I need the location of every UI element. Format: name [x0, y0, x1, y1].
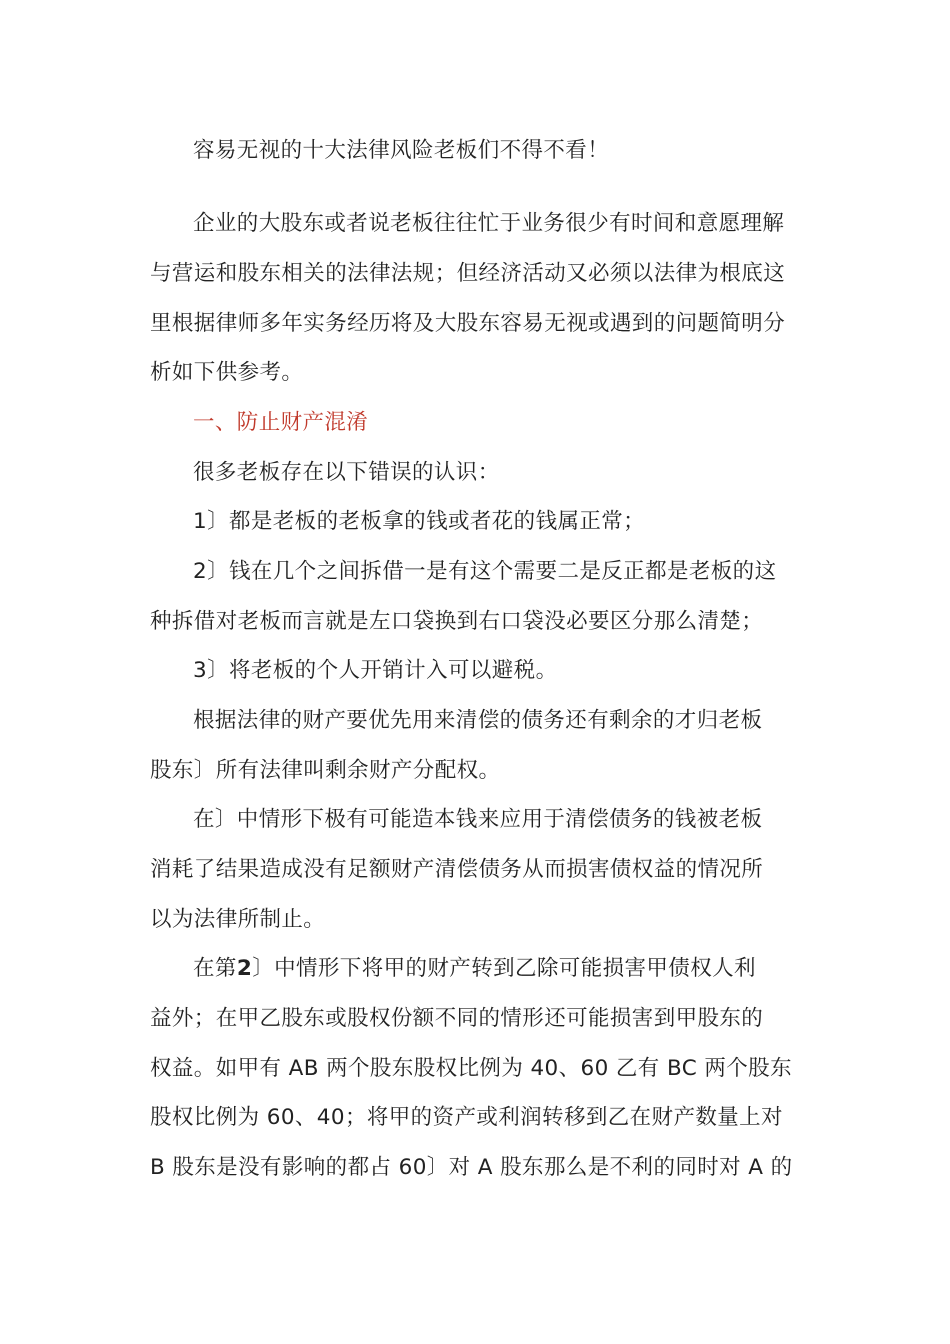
- para-law-line-1: 根据法律的财产要优先用来清偿的债务还有剩余的才归老板: [193, 708, 763, 733]
- intro-line-1: 企业的大股东或者说老板往往忙于业务很少有时间和意愿理解: [193, 211, 785, 236]
- intro-line-4: 析如下供参考。: [150, 360, 304, 385]
- lead-text: 很多老板存在以下错误的认识：: [193, 460, 500, 485]
- section-heading: 一、防止财产混淆: [193, 410, 369, 435]
- intro-line-2: 与营运和股东相关的法律法规；但经济活动又必须以法律为根底这: [150, 261, 786, 286]
- para-case2-start: 在第: [193, 956, 237, 981]
- para-case2-line-5: B 股东是没有影响的都占 60〕对 A 股东那么是不利的同时对 A 的: [150, 1155, 793, 1180]
- para-case2-line-1: [193, 955, 756, 983]
- para-case1-line-3: 以为法律所制止。: [150, 907, 326, 932]
- para-case1-line-2: 消耗了结果造成没有足额财产清偿债务从而损害债权益的情况所: [150, 857, 764, 882]
- para-case2-rest: 〕中情形下将甲的财产转到乙除可能损害甲债权人利: [252, 956, 756, 981]
- para-case1-line-1: 在〕中情形下极有可能造本钱来应用于清偿债务的钱被老板: [193, 807, 763, 832]
- para-case2-bold-number: 2: [236, 956, 253, 981]
- document-title: 容易无视的十大法律风险老板们不得不看！: [193, 138, 610, 163]
- para-case2-line-2: 益外；在甲乙股东或股权份额不同的情形还可能损害到甲股东的: [150, 1006, 764, 1031]
- list-item-2-line-1: 2〕钱在几个之间拆借一是有这个需要二是反正都是老板的这: [193, 559, 777, 584]
- para-case2-line-4: 股权比例为 60、40；将甲的资产或利润转移到乙在财产数量上对: [150, 1105, 783, 1130]
- list-item-2-line-2: 种拆借对老板而言就是左口袋换到右口袋没必要区分那么清楚；: [150, 609, 764, 634]
- list-item-1: 1〕都是老板的老板拿的钱或者花的钱属正常；: [193, 509, 646, 534]
- list-item-3: 3〕将老板的个人开销计入可以避税。: [193, 658, 558, 683]
- intro-line-3: 里根据律师多年实务经历将及大股东容易无视或遇到的问题简明分: [150, 311, 786, 336]
- para-law-line-2: 股东〕所有法律叫剩余财产分配权。: [150, 758, 501, 783]
- para-case2-line-3: 权益。如甲有 AB 两个股东股权比例为 40、60 乙有 BC 两个股东: [150, 1056, 792, 1081]
